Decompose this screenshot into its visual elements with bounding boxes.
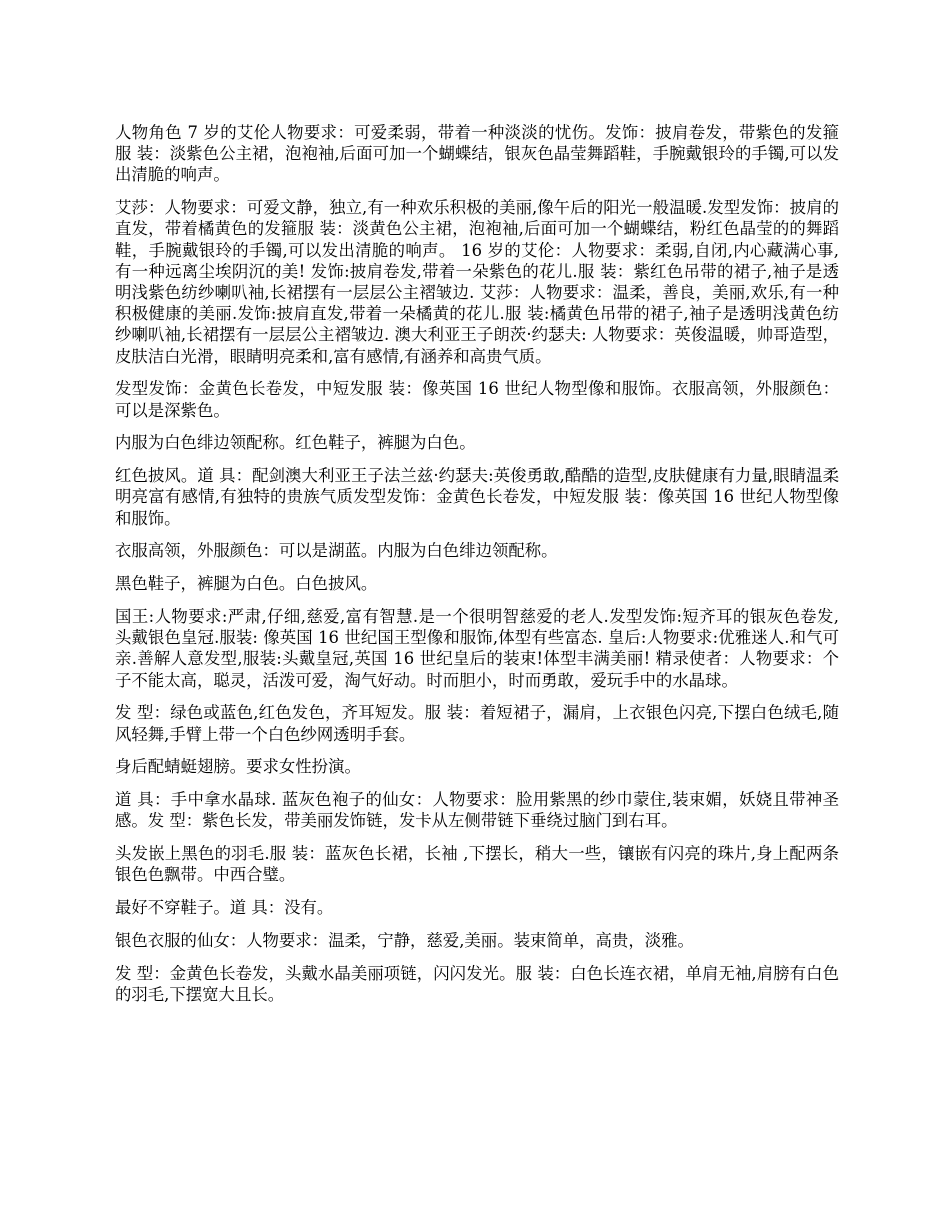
document-body (115, 122, 839, 1017)
paragraph: 黑色鞋子，裤腿为白色。白色披风。 (115, 574, 378, 594)
paragraph: 艾莎：人物要求：可爱文静，独立,有一种欢乐积极的美丽,像午后的阳光一般温暖.发型发饰：披肩的直发，带着橘黄色的发箍服 装：淡黄色公主裙，泡袍袖,后面可加一个蝴蝶结，粉红色晶莹的的舞蹈鞋，手腕戴银玲的手镯,可以发出清脆的响声。 16 岁的艾伦：人物要求：柔弱,自闭,内心藏满心事,有一种远离尘埃阴沉的美! 发饰:披肩卷发,带着一朵紫色的花儿.服 装：紫红色吊带的裙子,袖子是透明浅紫色纺纱喇叭袖,长裙摆有一层层公主褶皱边. 艾莎：人物要求：温柔，善良，美丽,欢乐,有一种积极健康的美丽.发饰:披肩直发,带着一朵橘黄的花儿.服 装:橘黄色吊带的裙子,袖子是透明浅黄色纺纱喇叭袖,长裙摆有一层层公主褶皱边. 澳大利亚王子朗茨·约瑟夫: 人物要求：英俊温暖，帅哥造型，皮肤洁白光滑，眼睛明亮柔和,富有感情,有涵养和高贵气质。 (115, 198, 839, 366)
paragraph: 最好不穿鞋子。道 具：没有。 (115, 898, 334, 918)
paragraph: 国王:人物要求:严肃,仔细,慈爱,富有智慧.是一个很明智慈爱的老人.发型发饰:短齐耳的银灰色卷发, 头戴银色皇冠.服装: 像英国 16 世纪国王型像和服饰,体型有些富态. 皇后:人物要求:优雅迷人.和气可亲.善解人意发型,服装:头戴皇冠,英国 16 世纪皇后的装束!体型丰满美丽! 精录使者：人物要求：个子不能太高，聪灵，活泼可爱，淘气好动。时而胆小，时而勇敢，爱玩手中的水晶球。 (115, 607, 839, 690)
paragraph: 人物角色 7 岁的艾伦人物要求：可爱柔弱，带着一种淡淡的忧伤。发饰：披肩卷发，带紫色的发箍服 装：淡紫色公主裙，泡袍袖,后面可加一个蝴蝶结，银灰色晶莹舞蹈鞋，手腕戴银玲的手镯,可以发出清脆的响声。 (115, 123, 839, 185)
paragraph: 银色衣服的仙女：人物要求：温柔，宁静，慈爱,美丽。装束简单，高贵，淡雅。 (115, 931, 694, 951)
paragraph: 头发嵌上黑色的羽毛.服 装：蓝灰色长裙，长袖 ,下摆长，稍大一些，镶嵌有闪亮的珠片,身上配两条银色色飘带。中西合璧。 (115, 844, 839, 885)
paragraph: 身后配蜻蜓翅膀。要求女性扮演。 (115, 757, 361, 777)
paragraph: 内服为白色绯边领配称。红色鞋子，裤腿为白色。 (115, 433, 476, 453)
paragraph: 红色披风。道 具：配剑澳大利亚王子法兰兹·约瑟夫:英俊勇敢,酷酷的造型,皮肤健康有力量,眼睛温柔明亮富有感情,有独特的贵族气质发型发饰：金黄色长卷发，中短发服 装：像英国 16 世纪人物型像和服饰。 (115, 466, 839, 528)
paragraph: 发 型：金黄色长卷发，头戴水晶美丽项链，闪闪发光。服 装：白色长连衣裙，单肩无袖,肩膀有白色的羽毛,下摆宽大且长。 (115, 963, 839, 1005)
paragraph: 发型发饰：金黄色长卷发，中短发服 装：像英国 16 世纪人物型像和服饰。衣服高领，外服颜色：可以是深紫色。 (115, 379, 839, 420)
paragraph: 道 具：手中拿水晶球. 蓝灰色袍子的仙女：人物要求：脸用紫黑的纱巾蒙住,装束媚，妖娆且带神圣感。发 型：紫色长发，带美丽发饰链，发卡从左侧带链下垂绕过脑门到右耳。 (115, 790, 839, 831)
paragraph: 衣服高领，外服颜色：可以是湖蓝。内服为白色绯边领配称。 (115, 541, 558, 561)
paragraph: 发 型：绿色或蓝色,红色发色，齐耳短发。服 装：着短裙子，漏肩，上衣银色闪亮,下摆白色绒毛,随风轻舞,手臂上带一个白色纱网透明手套。 (115, 703, 839, 744)
